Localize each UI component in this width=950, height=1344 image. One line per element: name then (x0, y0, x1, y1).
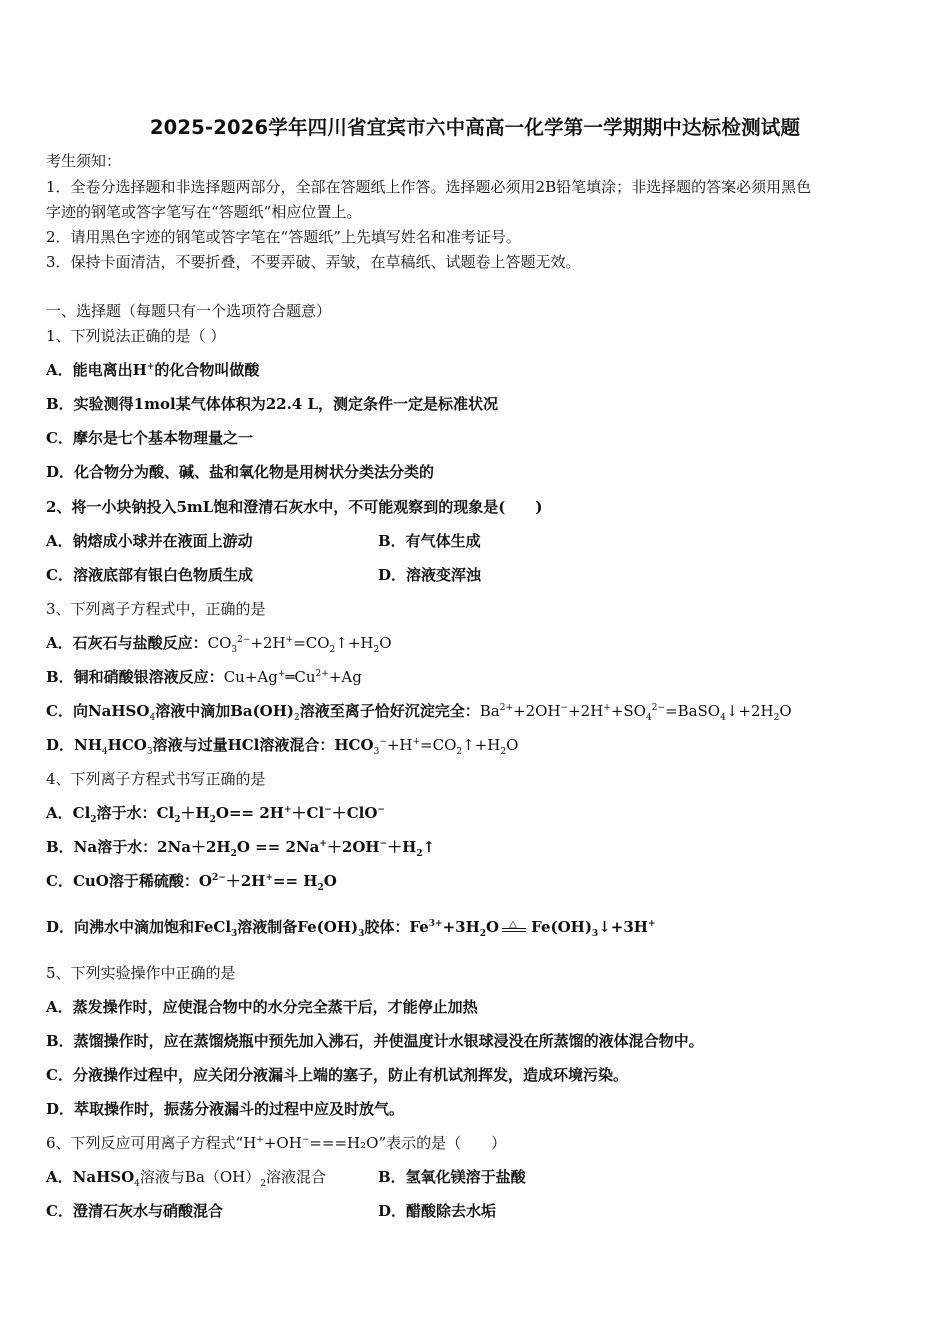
q3-option-d: D．$NH_4HCO_3$溶液与过量HCl溶液混合：$HCO_3^-+H^+=CO_2↑+H_2O$ (46, 736, 519, 757)
notice-heading: 考生须知： (46, 152, 122, 170)
q3-option-a: A．石灰石与盐酸反应：$CO_3^{2-}+2H^+=CO_2↑+H_2O$ (46, 634, 392, 655)
q5-stem: 5、下列实验操作中正确的是 (46, 964, 236, 982)
q6-option-b: B．氢氧化镁溶于盐酸 (378, 1168, 526, 1186)
page-title: 2025-2026学年四川省宜宾市六中高高一化学第一学期期中达标检测试题 (149, 116, 801, 139)
q5-option-c: C．分液操作过程中，应关闭分液漏斗上端的塞子，防止有机试剂挥发，造成环境污染。 (46, 1066, 628, 1084)
q4-stem: 4、下列离子方程式书写正确的是 (46, 770, 266, 788)
q2-option-c: C．溶液底部有银白色物质生成 (46, 566, 253, 584)
q6-option-d: D．醋酸除去水垢 (378, 1202, 497, 1220)
q5-option-a: A．蒸发操作时，应使混合物中的水分完全蒸干后，才能停止加热 (46, 998, 478, 1016)
q1-option-d: D．化合物分为酸、碱、盐和氧化物是用树状分类法分类的 (46, 463, 435, 481)
q1-option-c: C．摩尔是七个基本物理量之一 (46, 429, 253, 447)
q6-option-a: A．NaHSO$_4$溶液与$Ba(OH)_2$溶液混合 (46, 1168, 326, 1189)
q4-option-a: A．$Cl_2$溶于水：$Cl_2+H_2O== 2H^++Cl^-+ClO^-$ (46, 804, 385, 825)
q4-option-d: D．向沸水中滴加饱和FeCl$_3$溶液制备$Fe(OH)_3$胶体：$Fe^{3+}+3H_2O$ △ $Fe(OH)_3↓+3H^+$ (46, 918, 656, 939)
q5-option-b: B．蒸馏操作时，应在蒸馏烧瓶中预先加入沸石，并使温度计水银球浸没在所蒸馏的液体混合物中。 (46, 1032, 704, 1050)
q3-option-b: B．铜和硝酸银溶液反应：$Cu+Ag^+═Cu^{2+}+Ag$ (46, 668, 362, 686)
section-heading: 一、选择题（每题只有一个选项符合题意） (46, 302, 332, 320)
q1-option-b: B．实验测得1mol某气体体积为22.4 L，测定条件一定是标准状况 (46, 395, 498, 413)
q1-stem: 1、下列说法正确的是（ ） (46, 327, 226, 345)
q3-stem: 3、下列离子方程式中，正确的是 (46, 600, 266, 618)
q6-option-c: C．澄清石灰水与硝酸混合 (46, 1202, 223, 1220)
q3-option-c: C．向NaHSO$_4$溶液中滴加$Ba(OH)_2$溶液至离子恰好沉淀完全：$Ba^{2+}+2OH^-+2H^++SO_4^{2-}=BaSO_4↓+2H_2O$ (46, 702, 792, 723)
q4-option-c: C．CuO溶于稀硫酸：$O^{2-}+2H^+== H_2O$ (46, 872, 337, 893)
notice-item-3: 3．保持卡面清洁，不要折叠，不要弄破、弄皱，在草稿纸、试题卷上答题无效。 (46, 253, 581, 271)
q2-option-d: D．溶液变浑浊 (378, 566, 482, 584)
notice-item-2: 2．请用黑色字迹的钢笔或答字笔在“答题纸”上先填写姓名和准考证号。 (46, 228, 521, 246)
notice-item-1-cont: 字迹的钢笔或答字笔写在“答题纸”相应位置上。 (46, 203, 362, 221)
q4-option-b: B．Na溶于水：$2Na+2H_2O$ == $2Na^++2OH^-+H_2↑$ (46, 838, 436, 859)
q2-option-b: B．有气体生成 (378, 532, 481, 550)
heating-condition-arrow: △ (500, 918, 530, 938)
q5-option-d: D．萃取操作时，振荡分液漏斗的过程中应及时放气。 (46, 1100, 405, 1118)
notice-item-1: 1．全卷分选择题和非选择题两部分，全部在答题纸上作答。选择题必须用2B铅笔填涂；非选择题的答案必须用黑色 (46, 178, 812, 196)
q2-stem: 2、将一小块钠投入5mL饱和澄清石灰水中，不可能观察到的现象是( ) (46, 498, 543, 516)
q1-option-a: A．能电离出H+的化合物叫做酸 (46, 361, 260, 379)
q6-stem: 6、下列反应可用离子方程式“H++OH−===H₂O”表示的是（ ） (46, 1134, 507, 1152)
q2-option-a: A．钠熔成小球并在液面上游动 (46, 532, 253, 550)
